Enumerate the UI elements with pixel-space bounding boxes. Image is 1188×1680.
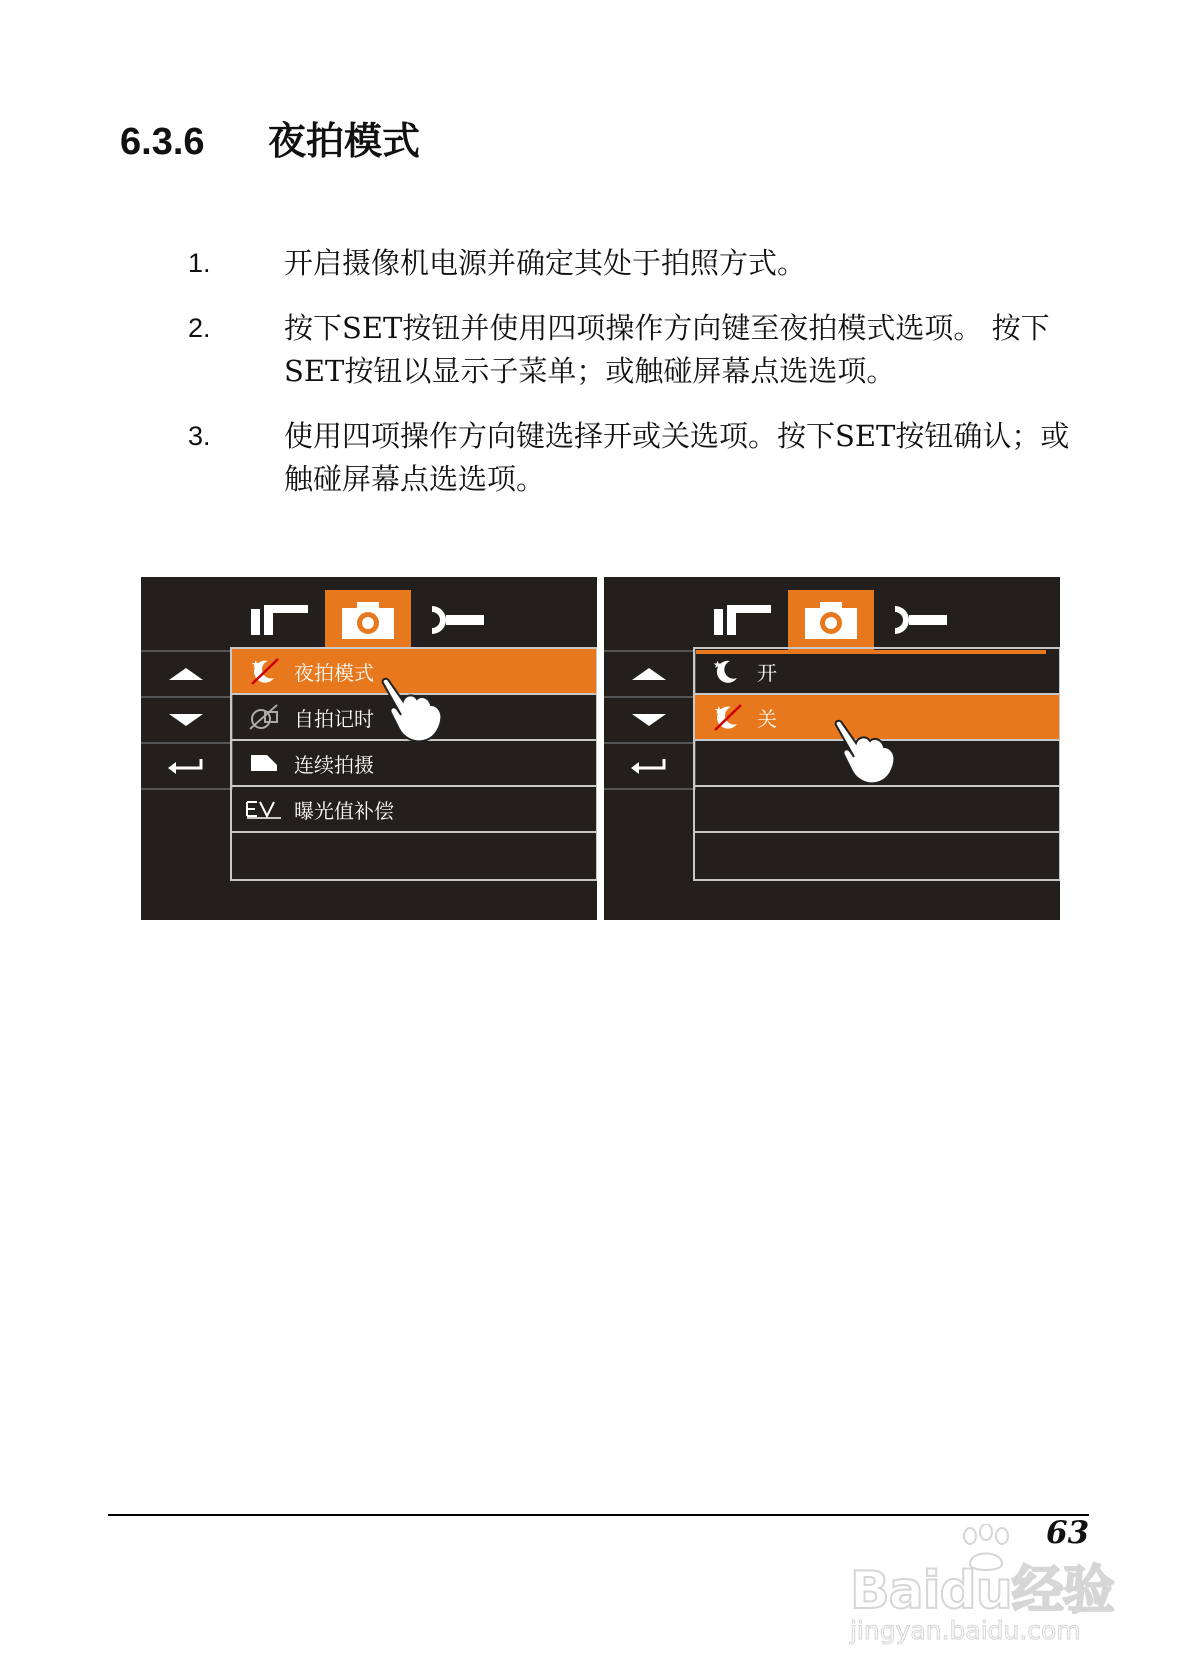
svg-text:★: ★	[713, 660, 722, 671]
step-number: 3.	[188, 421, 211, 451]
back-button[interactable]	[604, 744, 694, 788]
svg-text:★: ★	[714, 704, 724, 717]
camera-screen-menu	[141, 577, 597, 920]
watermark	[846, 1532, 1126, 1647]
step-1	[188, 242, 1088, 285]
pointing-hand-icon	[832, 717, 902, 787]
camera-icon	[804, 600, 858, 640]
night-mode-on-icon	[712, 657, 742, 685]
tab-camera[interactable]	[325, 590, 411, 650]
tab-playback[interactable]	[700, 590, 786, 650]
arrow-up-icon	[631, 667, 667, 681]
watermark-url: jingyan.baidu.com	[850, 1616, 1081, 1645]
section-number: 6.3.6	[120, 121, 205, 163]
playback-icon	[712, 603, 774, 637]
up-button[interactable]	[604, 652, 694, 698]
nav-buttons	[604, 650, 696, 790]
single-shot-icon	[249, 752, 279, 774]
pointing-hand-icon	[379, 675, 449, 745]
section-title: 夜拍模式	[268, 119, 421, 163]
playback-icon	[249, 603, 311, 637]
back-button[interactable]	[141, 744, 231, 788]
step-text: 使用四项操作方向键选择开或关选项。按下SET按钮确认；或触碰屏幕点选选项。	[284, 419, 1070, 496]
menu-item-exposure[interactable]	[232, 787, 596, 833]
menu-item-burst[interactable]	[232, 741, 596, 787]
option-empty	[695, 833, 1059, 879]
nav-buttons	[141, 650, 233, 790]
up-button[interactable]	[141, 652, 231, 698]
svg-text:★: ★	[251, 658, 261, 671]
tab-bar	[700, 590, 1045, 654]
wrench-icon	[889, 602, 949, 638]
camera-icon	[341, 600, 395, 640]
steps-list	[188, 242, 1088, 523]
menu-item-label: 连续拍摄	[294, 752, 374, 777]
step-text: 按下SET按钮并使用四项操作方向键至夜拍模式选项。 按下SET按钮以显示子菜单；或触碰屏幕点选选项。	[284, 311, 1050, 388]
ev-icon	[245, 799, 283, 819]
menu-item-label: 曝光值补偿	[294, 798, 394, 823]
step-number: 1.	[188, 248, 211, 278]
arrow-up-icon	[168, 667, 204, 681]
step-3	[188, 415, 1088, 501]
tab-camera[interactable]	[788, 590, 874, 650]
tab-settings[interactable]	[413, 590, 499, 650]
option-empty	[695, 787, 1059, 833]
arrow-down-icon	[631, 713, 667, 727]
step-2	[188, 307, 1088, 393]
step-text: 开启摄像机电源并确定其处于拍照方式。	[284, 246, 807, 280]
night-mode-off-icon	[711, 702, 743, 732]
footer-rule	[108, 1514, 1089, 1516]
self-timer-off-icon	[247, 702, 281, 732]
wrench-icon	[426, 602, 486, 638]
step-number: 2.	[188, 313, 211, 343]
watermark-brand: Baidu经验	[850, 1561, 1114, 1621]
menu-item-empty	[232, 833, 596, 879]
return-icon	[167, 757, 205, 775]
tab-bar	[237, 590, 582, 654]
option-label: 关	[757, 706, 777, 731]
option-on[interactable]	[695, 649, 1059, 695]
down-button[interactable]	[604, 698, 694, 744]
section-heading	[120, 110, 420, 165]
arrow-down-icon	[168, 713, 204, 727]
down-button[interactable]	[141, 698, 231, 744]
night-mode-off-icon	[248, 656, 280, 686]
menu-item-label: 自拍记时	[294, 706, 374, 731]
menu-item-label: 夜拍模式	[294, 660, 374, 685]
tab-playback[interactable]	[237, 590, 323, 650]
camera-screen-submenu	[604, 577, 1060, 920]
page-number: 63	[1046, 1515, 1090, 1551]
tab-settings[interactable]	[876, 590, 962, 650]
option-label: 开	[757, 660, 777, 685]
return-icon	[630, 757, 668, 775]
